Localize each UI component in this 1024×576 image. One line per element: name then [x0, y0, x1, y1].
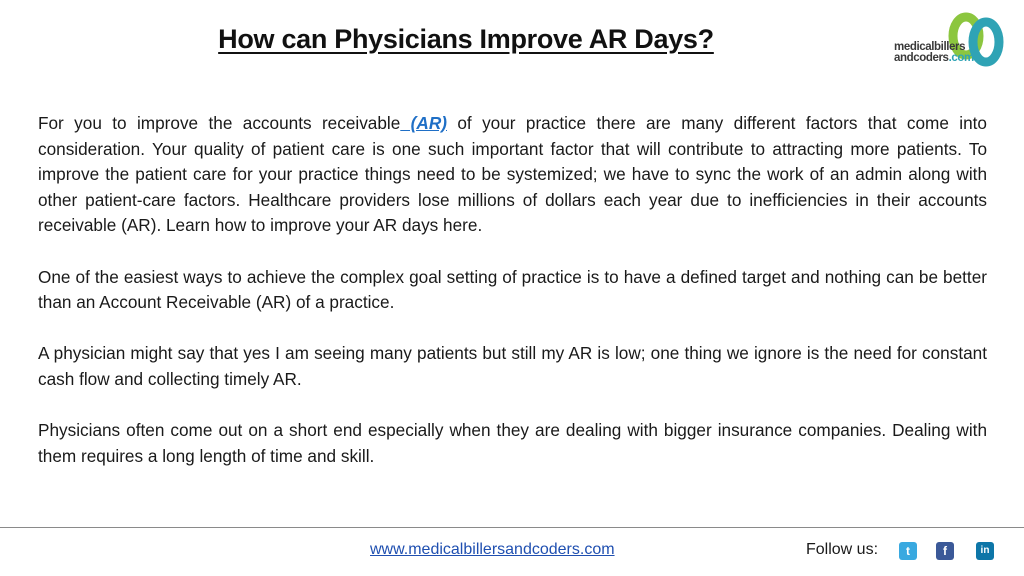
paragraph-intro-start: For you to improve the accounts receivable: [38, 113, 401, 133]
page-title: How can Physicians Improve AR Days?: [218, 24, 714, 54]
linkedin-icon[interactable]: in: [976, 542, 994, 560]
paragraph-insurance: Physicians often come out on a short end especially when they are dealing with bigger insurance companies. Dealing with them requires a long length of time and skill.: [38, 420, 987, 466]
paragraph-cash-flow: A physician might say that yes I am seeing many patients but still my AR is low; one thing we ignore is the need for constant cash flow and collecting timely AR.: [38, 343, 987, 389]
paragraph-target: One of the easiest ways to achieve the complex goal setting of practice is to have a defined target and nothing can be better than an Account Receivable (AR) of a practice.: [38, 266, 987, 313]
logo-line-2-suffix: .com: [948, 52, 974, 64]
logo-line-2: [894, 53, 974, 64]
twitter-icon[interactable]: t: [899, 542, 917, 560]
facebook-icon[interactable]: f: [936, 542, 954, 560]
logo-line-2-main: andcoders: [894, 52, 949, 64]
ar-link[interactable]: (AR): [400, 113, 447, 133]
follow-us-label: Follow us:: [806, 541, 879, 558]
medicalbillers-logo[interactable]: [890, 12, 1014, 74]
paragraph-intro: [38, 111, 987, 239]
paragraph-intro-rest: of your practice there are many different factors that come into consideration. Your quality of patient care is one such important factor that will contribute to attracting more patients. To improve the patient care for your practice things need to be systemized; we have to sync the work of an admin along with other patient-care factors. Healthcare providers lose millions of dollars each year due to inefficiencies in their accounts receivable (AR). Learn how to improve your AR days here.: [38, 113, 987, 236]
footer-divider: [0, 527, 1024, 528]
logo-line-1: medicalbillers: [894, 41, 966, 53]
article-body: [38, 111, 987, 495]
logo-wordmark: [894, 42, 974, 64]
website-link[interactable]: www.medicalbillersandcoders.com: [370, 541, 615, 558]
